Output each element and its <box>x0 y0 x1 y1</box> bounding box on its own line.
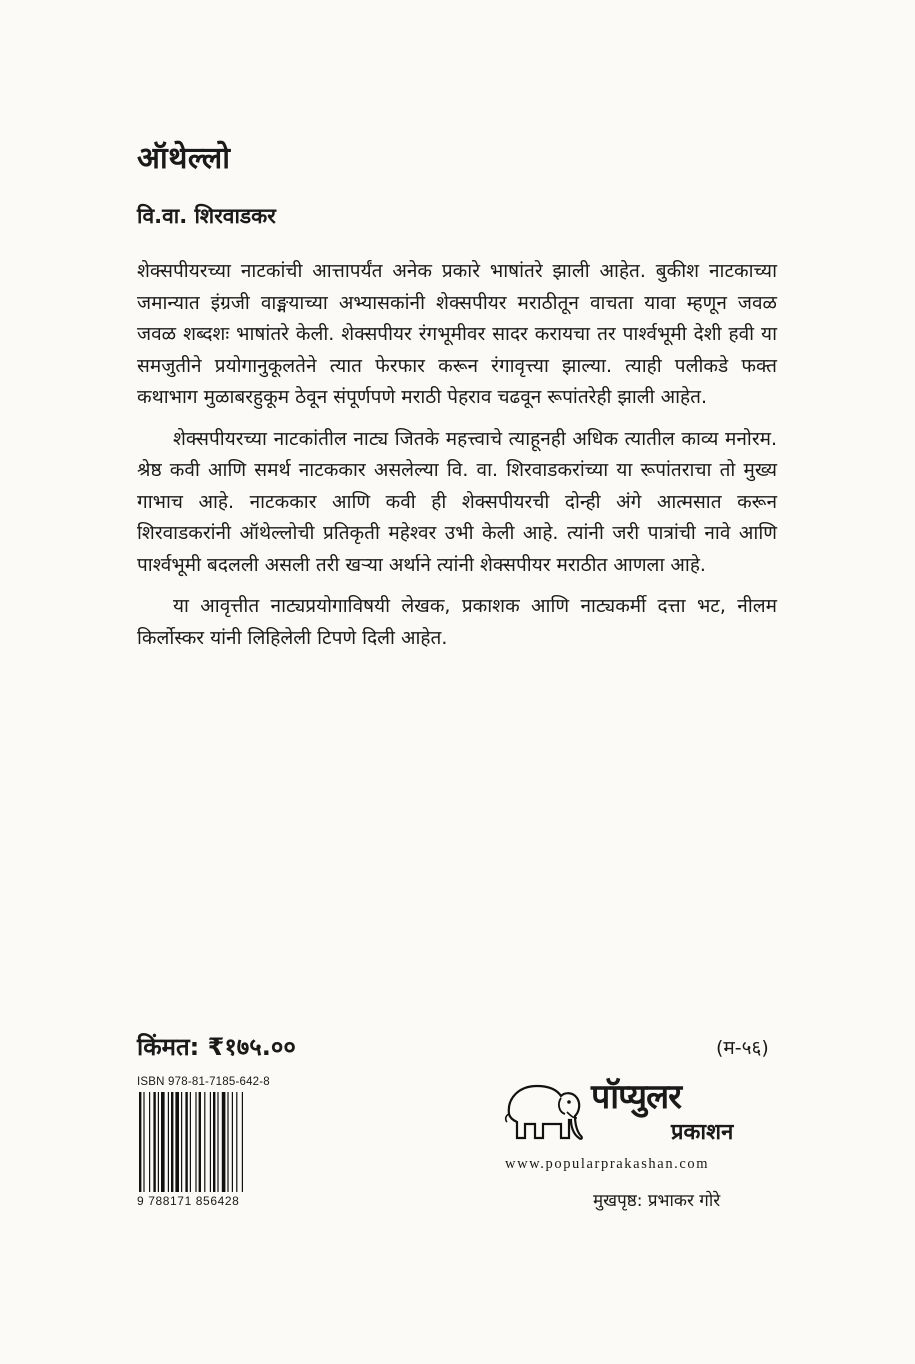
barcode-bar <box>175 1092 179 1192</box>
barcode-bar <box>195 1092 196 1192</box>
barcode-bar <box>190 1092 191 1192</box>
book-author: वि.वा. शिरवाडकर <box>137 204 276 228</box>
publisher-sub: प्रकाशन <box>671 1120 734 1145</box>
cover-credit: मुखपृष्ठ: प्रभाकर गोरे <box>593 1191 721 1211</box>
price: किंमत: ₹१७५.०० <box>137 1033 296 1061</box>
catalog-code: (म-५६) <box>716 1037 769 1059</box>
barcode-bar <box>185 1092 187 1192</box>
blurb-paragraph-2: शेक्सपीयरच्या नाटकांतील नाट्य जितके महत्त्वाचे त्याहूनही अधिक त्यातील काव्य मनोरम. श्रेष्ठ कवी आणि समर्थ नाटककार असलेल्या वि. वा. शिरवाडकरांच्या या रूपांतराचा तो मुख्य गाभाच आहे. नाटककार आणि कवी ही शेक्सपीयरची दोन्ही अंगे आत्मसात करून शिरवाडकरांनी ऑथेल्लोची प्रतिकृती महेश्वर उभी केली आहे. त्यांनी जरी पात्रांची नावे आणि पार्श्वभूमी बदलली असली तरी खऱ्या अर्थाने त्यांनी शेक्सपीयर मराठीत आणला आहे. <box>137 427 777 576</box>
blurb <box>137 256 777 664</box>
barcode <box>137 1076 279 1218</box>
barcode-bar <box>236 1092 237 1192</box>
barcode-bar <box>232 1092 233 1192</box>
blurb-paragraph-1: शेक्सपीयरच्या नाटकांची आत्तापर्यंत अनेक प्रकारे भाषांतरे झाली आहेत. बुकीश नाटकाच्या जमान्यात इंग्रजी वाङ्मयाच्या अभ्यासकांनी शेक्सपीयर मराठीतून वाचता यावा म्हणून जवळ जवळ शब्दशः भाषांतरे केली. शेक्सपीयर रंगभूमीवर सादर करायचा तर पार्श्वभूमी देशी हवी या समजुतीने प्रयोगानुकूलतेने त्यात फेरफार करून रंगावृत्त्या झाल्या. त्याही पलीकडे फक्त कथाभाग मुळाबरहुकूम ठेवून संपूर्णपणे मराठी पेहराव चढवून रूपांतरेही झाली आहेत. <box>137 260 777 408</box>
barcode-number: 9 788171 856428 <box>137 1194 240 1208</box>
barcode-bar <box>199 1092 201 1192</box>
barcode-bars <box>137 1092 279 1196</box>
barcode-bar <box>217 1092 218 1192</box>
barcode-bar <box>181 1092 182 1192</box>
barcode-bar <box>227 1092 228 1192</box>
isbn-label: ISBN 978-81-7185-642-8 <box>137 1076 270 1088</box>
barcode-bar <box>139 1092 141 1192</box>
barcode-bar <box>161 1092 165 1192</box>
publisher-logo <box>503 1068 803 1178</box>
book-title: ऑथेल्लो <box>137 141 231 176</box>
barcode-bar <box>171 1092 173 1192</box>
blurb-paragraph-3: या आवृत्तीत नाट्यप्रयोगाविषयी लेखक, प्रकाशक आणि नाट्यकर्मी दत्ता भट, नीलम किर्लोस्कर यांनी लिहिलेली टिपणे दिली आहेत. <box>137 595 777 649</box>
barcode-bar <box>149 1092 150 1192</box>
barcode-bar <box>158 1092 159 1192</box>
barcode-bar <box>143 1092 144 1192</box>
barcode-bar <box>242 1092 243 1192</box>
barcode-bar <box>222 1092 226 1192</box>
barcode-bar <box>204 1092 205 1192</box>
barcode-bar <box>213 1092 215 1192</box>
barcode-bar <box>210 1092 211 1192</box>
elephant-icon <box>503 1074 587 1146</box>
publisher-url: www.popularprakashan.com <box>505 1156 710 1172</box>
barcode-bar <box>153 1092 155 1192</box>
publisher-name: पॉप्युलर <box>591 1077 682 1117</box>
barcode-bar <box>168 1092 169 1192</box>
